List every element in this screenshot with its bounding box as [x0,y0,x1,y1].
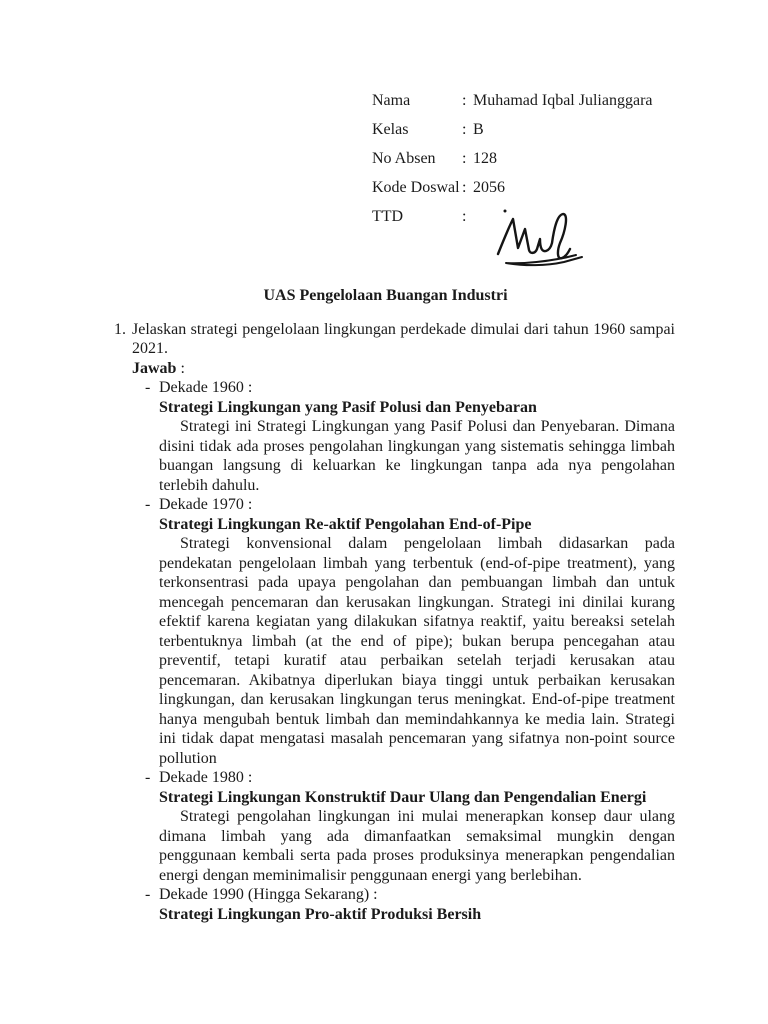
decade-heading: Strategi Lingkungan Re-aktif Pengolahan End-of-Pipe [159,515,532,533]
decade-label: Dekade 1970 : [159,496,253,513]
decade-heading: Strategi Lingkungan yang Pasif Polusi dan Penyebaran [159,398,537,416]
decade-heading: Strategi Lingkungan Pro-aktif Produksi Bersih [159,905,482,923]
identity-row-kode-doswal [372,173,672,202]
bullet-dash: - [145,769,151,786]
signature-icon [492,207,588,271]
field-label: No Absen [372,150,436,167]
answer-label: Jawab [132,359,177,377]
decade-item-1970 [132,495,675,768]
document-title: UAS Pengelolaan Buangan Industri [263,287,508,304]
decade-body: Strategi pengolahan lingkungan ini mulai menerapkan konsep daur ulang dimana limbah yang ada dimanfaatkan semaksimal mungkin dengan penggunaan kembali serta pada proses produksinya menerapkan pengendalian energi dengan meminimalisir penggunaan energi yang berlebihan. [159,808,675,884]
question-body [132,320,675,925]
bullet-dash: - [145,496,151,513]
answer-colon: : [176,359,185,377]
decade-item-1980 [132,768,675,885]
field-separator: : [462,179,467,196]
field-value: 2056 [473,179,505,196]
identity-row-no-absen [372,144,672,173]
bullet-dash: - [145,886,151,903]
decade-item-1960 [132,378,675,495]
decade-content [159,768,675,885]
decade-label: Dekade 1980 : [159,769,253,786]
field-separator: : [462,150,467,167]
field-separator: : [462,208,467,225]
decade-content [159,495,675,768]
decade-body: Strategi konvensional dalam pengelolaan limbah didasarkan pada pendekatan pengelolaan limbah yang terbentuk (end-of-pipe treatment), yang terkonsentrasi pada upaya pengolahan dan pembuangan limbah dan untuk mencegah pencemaran dan kerusakan lingkungan. Strategi ini dinilai kurang efektif karena kegiatan yang dilakukan sifatnya reaktif, yaitu bereaksi setelah terbentuknya limbah (at the end of pipe); bukan berupa pencegahan atau preventif, tetapi kuratif atau perbaikan setelah terjadi kerusakan atau pencemaran. Akibatnya diperlukan biaya tinggi untuk perbaikan kerusakan lingkungan, dan kerusakan lingkungan terus meningkat. End-of-pipe treatment hanya mengubah bentuk limbah dan memindahkannya ke media lain. Strategi ini tidak dapat mengatasi masalah pencemaran yang sifatnya non-point source pollution [159,535,675,767]
question-text: Jelaskan strategi pengelolaan lingkungan perdekade dimulai dari tahun 1960 sampai 2021. [132,320,675,357]
decade-content [159,378,675,495]
field-value: Muhamad Iqbal Julianggara [473,92,653,109]
question-item [114,320,675,925]
field-label: Nama [372,92,411,109]
identity-row-kelas [372,115,672,144]
identity-row-nama [372,86,672,115]
bullet-dash: - [145,379,151,396]
decade-heading: Strategi Lingkungan Konstruktif Daur Ulang dan Pengendalian Energi [159,788,647,806]
decade-content [159,885,675,924]
field-separator: : [462,92,467,109]
field-label: Kode Doswal [372,179,460,196]
field-value: 128 [473,150,497,167]
field-separator: : [462,121,467,138]
decade-item-1990 [132,885,675,924]
decade-label: Dekade 1960 : [159,379,253,396]
document-body [114,286,675,924]
question-number: 1. [114,320,126,338]
field-label: TTD [372,208,404,225]
answer-label-line [132,359,675,379]
field-label: Kelas [372,121,409,138]
field-value: B [473,121,484,138]
decade-label: Dekade 1990 (Hingga Sekarang) : [159,886,378,903]
decade-body: Strategi ini Strategi Lingkungan yang Pasif Polusi dan Penyebaran. Dimana disini tidak ada proses pengolahan lingkungan yang sistematis sehingga limbah buangan langsung di keluarkan ke lingkungan tanpa ada nya pengolahan terlebih dahulu. [159,418,675,494]
